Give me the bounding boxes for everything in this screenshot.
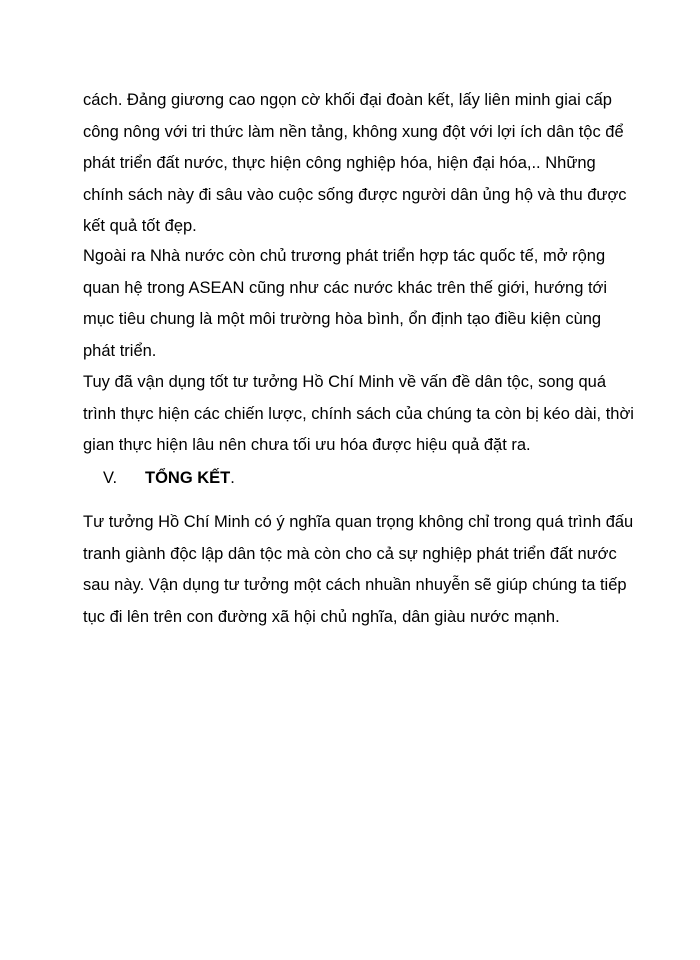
section-title-suffix: . [230, 469, 235, 487]
paragraph-line: phát triển. [83, 341, 157, 360]
section-title: TỔNG KẾT [145, 469, 231, 487]
paragraph-line: kết quả tốt đẹp. [83, 217, 197, 235]
section-number: V. [103, 469, 118, 487]
paragraph-conclusion [83, 507, 634, 633]
paragraph-line: trình thực hiện các chiến lược, chính sách của chúng ta còn bị kéo dài, thời [83, 404, 634, 423]
paragraph-line: tranh giành độc lập dân tộc mà còn cho cả sự nghiệp phát triển đất nước [83, 544, 617, 563]
paragraph-international-cooperation [83, 241, 628, 367]
paragraph-line: quan hệ trong ASEAN cũng như các nước khác trên thế giới, hướng tới [83, 278, 608, 297]
paragraph-line: công nông với tri thức làm nền tảng, không xung đột với lợi ích dân tộc để [83, 122, 624, 141]
paragraph-party-policy [83, 85, 628, 243]
paragraph-line: Tư tưởng Hồ Chí Minh có ý nghĩa quan trọng không chỉ trong quá trình đấu [83, 513, 634, 531]
paragraph-line: chính sách này đi sâu vào cuộc sống được người dân ủng hộ và thu được [83, 185, 627, 204]
paragraph-line: Tuy đã vận dụng tốt tư tưởng Hồ Chí Minh về vấn đề dân tộc, song quá [83, 373, 607, 391]
paragraph-line: gian thực hiện lâu nên chưa tối ưu hóa được hiệu quả đặt ra. [83, 436, 531, 454]
paragraph-line: mục tiêu chung là một môi trường hòa bình, ổn định tạo điều kiện cùng [83, 310, 602, 328]
paragraph-line: phát triển đất nước, thực hiện công nghiệp hóa, hiện đại hóa,.. Những [83, 154, 596, 172]
paragraph-line: sau này. Vận dụng tư tưởng một cách nhuần nhuyễn sẽ giúp chúng ta tiếp [83, 576, 627, 594]
paragraph-line: cách. Đảng giương cao ngọn cờ khối đại đoàn kết, lấy liên minh giai cấp [83, 91, 612, 109]
paragraph-limitations [83, 367, 634, 462]
paragraph-line: Ngoài ra Nhà nước còn chủ trương phát triển hợp tác quốc tế, mở rộng [83, 247, 606, 265]
paragraph-line: tục đi lên trên con đường xã hội chủ nghĩa, dân giàu nước mạnh. [83, 607, 560, 626]
section-heading [103, 463, 235, 495]
